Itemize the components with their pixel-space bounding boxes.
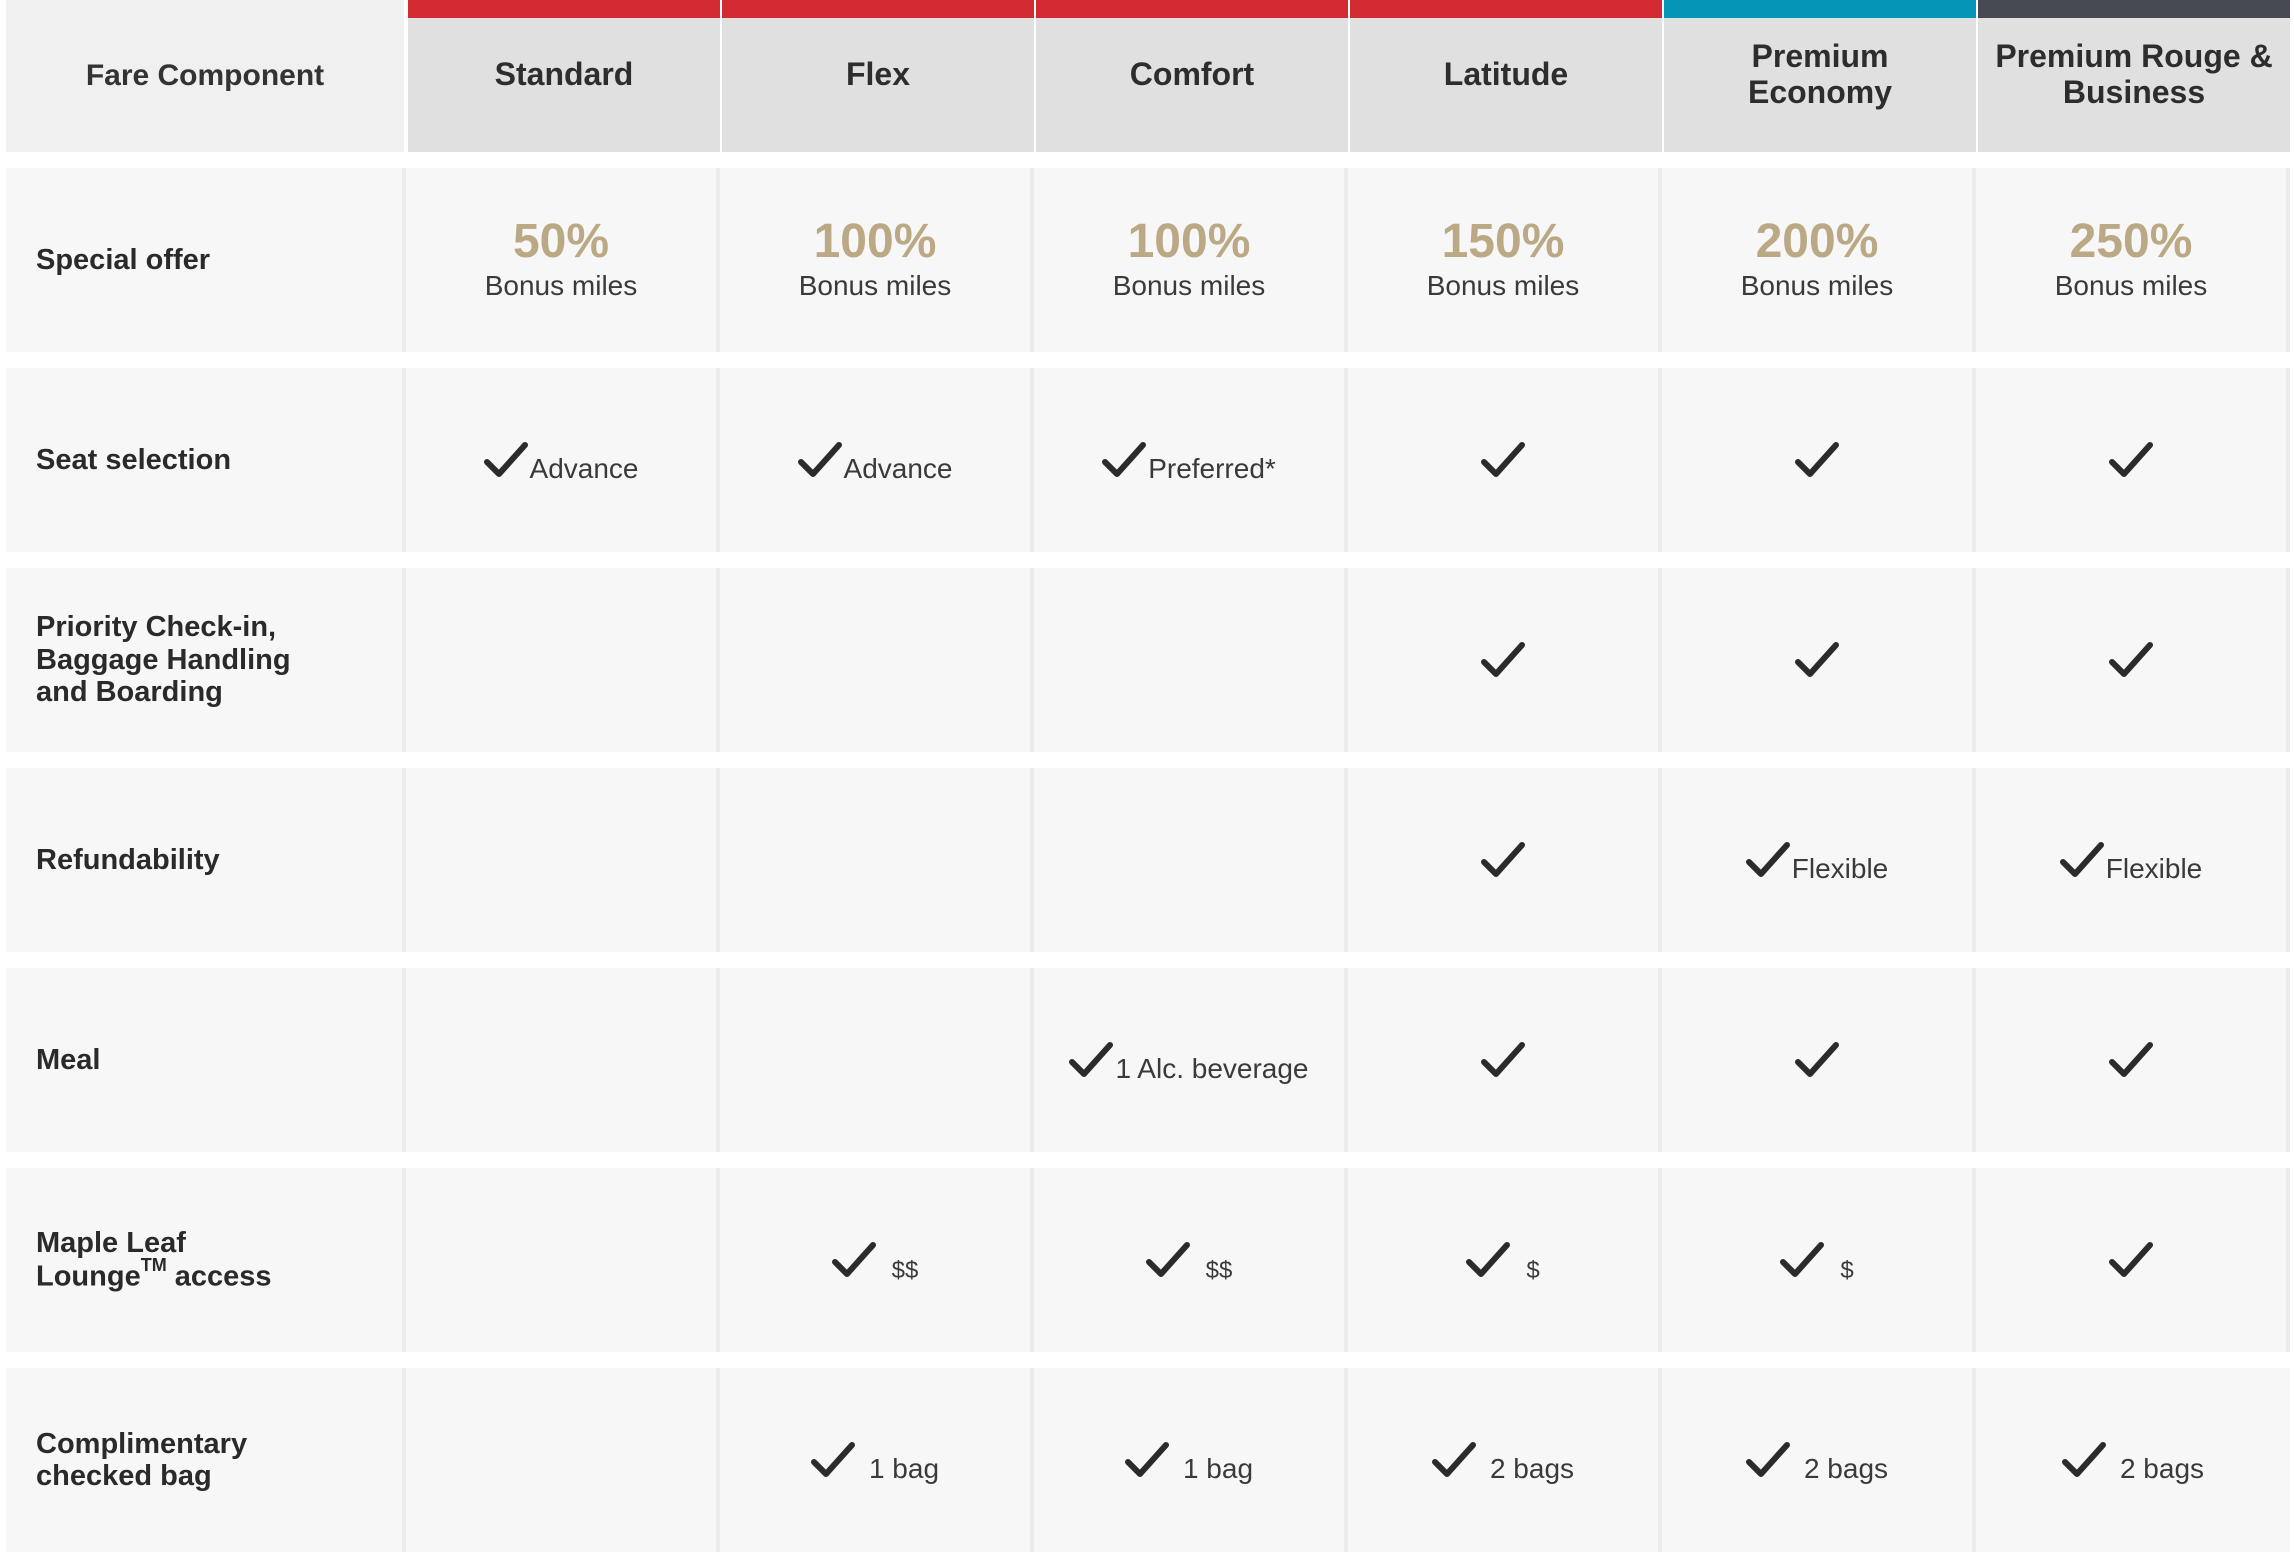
table-cell	[1976, 1368, 2290, 1552]
row-label-main: Meal	[36, 1043, 101, 1076]
feature-included	[1102, 441, 1276, 484]
bonus-percent: 200%	[1755, 215, 1879, 268]
bonus-label: Bonus miles	[2054, 270, 2208, 301]
table-cell	[1034, 968, 1348, 1152]
column-header-label: Premium Economy	[1747, 38, 1893, 110]
table-cell	[1034, 568, 1348, 752]
bonus-label: Bonus miles	[1112, 270, 1266, 301]
table-cell	[1662, 1168, 1976, 1352]
feature-included	[1146, 1241, 1233, 1284]
feature-note: $	[1526, 1257, 1540, 1284]
bonus-label: Bonus miles	[1740, 270, 1894, 301]
checkmark-icon	[1780, 1241, 1824, 1279]
trademark-mark: TM	[140, 1255, 167, 1276]
row-label-maple-leaf-lounge	[6, 1168, 406, 1352]
row-label-priority-check-in-baggage-handling-and-boarding	[6, 568, 406, 752]
row-label-special-offer	[6, 168, 406, 352]
checkmark-icon	[1481, 1041, 1525, 1079]
column-accent-bar	[722, 0, 1034, 18]
bonus-percent: 250%	[2069, 215, 2193, 268]
row-label-main: Complimentary checked bag	[36, 1427, 248, 1492]
column-header-latitude	[1348, 0, 1662, 152]
row-label-suffix: access	[166, 1260, 272, 1293]
bonus-percent: 100%	[813, 215, 937, 268]
checkmark-icon	[1795, 641, 1839, 679]
checkmark-icon	[2060, 841, 2104, 879]
row-label-main: Special offer	[36, 243, 211, 276]
table-cell	[720, 968, 1034, 1152]
table-cell	[720, 568, 1034, 752]
table-cell	[1034, 1368, 1348, 1552]
column-header-label: Flex	[845, 56, 911, 93]
feature-included	[1481, 1041, 1525, 1079]
table-cell	[1976, 968, 2290, 1152]
bonus-percent: 150%	[1441, 215, 1565, 268]
table-cell	[1348, 368, 1662, 552]
table-cell	[406, 768, 720, 952]
table-cell	[1976, 368, 2290, 552]
checkmark-icon	[1795, 441, 1839, 479]
table-cell	[406, 568, 720, 752]
table-cell	[1976, 1168, 2290, 1352]
checkmark-icon	[798, 441, 842, 479]
table-cell	[406, 1168, 720, 1352]
checkmark-icon	[1466, 1241, 1510, 1279]
feature-included	[1795, 1041, 1839, 1079]
feature-included	[2109, 441, 2153, 479]
checkmark-icon	[832, 1241, 876, 1279]
feature-included	[1795, 641, 1839, 679]
column-accent-bar	[1036, 0, 1348, 18]
table-cell	[720, 1368, 1034, 1552]
row-label-refundability	[6, 768, 406, 952]
table-cell	[1976, 168, 2290, 352]
row-label-text	[36, 1227, 296, 1294]
checkmark-icon	[1746, 841, 1790, 879]
table-cell	[1348, 568, 1662, 752]
row-label-text	[36, 844, 220, 876]
table-cell	[1348, 968, 1662, 1152]
checkmark-icon	[1795, 1041, 1839, 1079]
feature-note: Advance	[843, 453, 953, 484]
feature-note: 1 bag	[1182, 1453, 1254, 1484]
column-header-comfort	[1034, 0, 1348, 152]
table-cell	[1662, 768, 1976, 952]
table-cell	[720, 368, 1034, 552]
column-header-premium-rouge-business	[1976, 0, 2290, 152]
column-header-label: Premium Rouge & Business	[1995, 38, 2273, 110]
table-cell	[720, 1168, 1034, 1352]
row-label-main: Priority Check-in, Baggage Handling and Boarding	[36, 611, 291, 709]
table-cell	[1034, 368, 1348, 552]
feature-note: 1 bag	[868, 1453, 940, 1484]
bonus-percent: 100%	[1127, 215, 1251, 268]
feature-note: 2 bags	[1489, 1453, 1575, 1484]
feature-included	[1481, 641, 1525, 679]
table-cell	[1034, 168, 1348, 352]
checkmark-icon	[1746, 1441, 1790, 1479]
row-label-main: Maple Leaf Lounge	[36, 1226, 186, 1293]
feature-note: Flexible	[2105, 853, 2203, 884]
feature-included	[1795, 441, 1839, 479]
feature-included	[1466, 1241, 1540, 1284]
feature-included	[484, 441, 639, 484]
feature-included	[2109, 641, 2153, 679]
checkmark-icon	[2109, 441, 2153, 479]
feature-included	[1125, 1441, 1254, 1484]
feature-included	[1069, 1041, 1309, 1084]
table-cell	[1662, 968, 1976, 1152]
row-label-text	[36, 611, 316, 708]
row-label-seat-selection	[6, 368, 406, 552]
checkmark-icon	[1146, 1241, 1190, 1279]
row-label-text	[36, 1428, 296, 1493]
corner-header	[6, 0, 406, 152]
feature-included	[798, 441, 953, 484]
feature-note: Advance	[529, 453, 639, 484]
feature-included	[2109, 1241, 2153, 1279]
feature-note: $	[1840, 1257, 1854, 1284]
column-header-label: Latitude	[1443, 56, 1569, 93]
row-label-complimentary-checked-bag	[6, 1368, 406, 1552]
bonus-label: Bonus miles	[484, 270, 638, 301]
table-cell	[1662, 1368, 1976, 1552]
feature-note: 2 bags	[2119, 1453, 2205, 1484]
checkmark-icon	[2109, 1041, 2153, 1079]
bonus-percent: 50%	[512, 215, 610, 268]
feature-note: Preferred*	[1148, 453, 1276, 484]
column-accent-bar	[1350, 0, 1662, 18]
feature-included	[1481, 441, 1525, 479]
column-accent-bar	[1978, 0, 2290, 18]
checkmark-icon	[484, 441, 528, 479]
feature-included	[1432, 1441, 1575, 1484]
corner-label: Fare Component	[85, 59, 325, 92]
feature-included	[811, 1441, 940, 1484]
row-label-meal	[6, 968, 406, 1152]
table-cell	[720, 768, 1034, 952]
feature-included	[2060, 841, 2203, 884]
table-cell	[1348, 768, 1662, 952]
column-accent-bar	[1664, 0, 1976, 18]
table-cell	[1348, 1168, 1662, 1352]
column-header-label: Comfort	[1129, 56, 1255, 93]
checkmark-icon	[1125, 1441, 1169, 1479]
table-cell	[1034, 768, 1348, 952]
table-cell	[1976, 768, 2290, 952]
checkmark-icon	[1481, 441, 1525, 479]
feature-included	[1780, 1241, 1854, 1284]
table-cell	[1662, 168, 1976, 352]
row-label-text	[36, 1044, 100, 1076]
checkmark-icon	[2109, 1241, 2153, 1279]
checkmark-icon	[2109, 641, 2153, 679]
checkmark-icon	[2062, 1441, 2106, 1479]
feature-included	[1481, 841, 1525, 879]
table-cell	[1976, 568, 2290, 752]
row-label-text	[36, 444, 231, 476]
table-cell	[1034, 1168, 1348, 1352]
bonus-label: Bonus miles	[1426, 270, 1580, 301]
table-cell	[406, 968, 720, 1152]
checkmark-icon	[1481, 841, 1525, 879]
column-accent-bar	[408, 0, 720, 18]
feature-included	[1746, 1441, 1889, 1484]
feature-included	[2062, 1441, 2205, 1484]
checkmark-icon	[811, 1441, 855, 1479]
checkmark-icon	[1102, 441, 1146, 479]
bonus-label: Bonus miles	[798, 270, 952, 301]
row-label-text	[36, 244, 210, 276]
feature-note: $$	[1205, 1257, 1233, 1284]
column-header-label: Standard	[494, 56, 634, 93]
fare-comparison-table	[6, 0, 2290, 1562]
table-cell	[1662, 568, 1976, 752]
table-cell	[720, 168, 1034, 352]
table-cell	[406, 168, 720, 352]
feature-note: $$	[891, 1257, 919, 1284]
feature-included	[2109, 1041, 2153, 1079]
table-cell	[1348, 1368, 1662, 1552]
checkmark-icon	[1432, 1441, 1476, 1479]
checkmark-icon	[1069, 1041, 1113, 1079]
table-cell	[406, 368, 720, 552]
checkmark-icon	[1481, 641, 1525, 679]
feature-note: Flexible	[1791, 853, 1889, 884]
row-label-main: Seat selection	[36, 443, 232, 476]
table-cell	[1662, 368, 1976, 552]
table-cell	[1348, 168, 1662, 352]
feature-note: 2 bags	[1803, 1453, 1889, 1484]
column-header-premium-economy	[1662, 0, 1976, 152]
row-label-main: Refundability	[36, 843, 220, 876]
column-header-flex	[720, 0, 1034, 152]
column-header-standard	[406, 0, 720, 152]
feature-included	[832, 1241, 919, 1284]
feature-included	[1746, 841, 1889, 884]
feature-note: 1 Alc. beverage	[1115, 1053, 1309, 1084]
table-cell	[406, 1368, 720, 1552]
